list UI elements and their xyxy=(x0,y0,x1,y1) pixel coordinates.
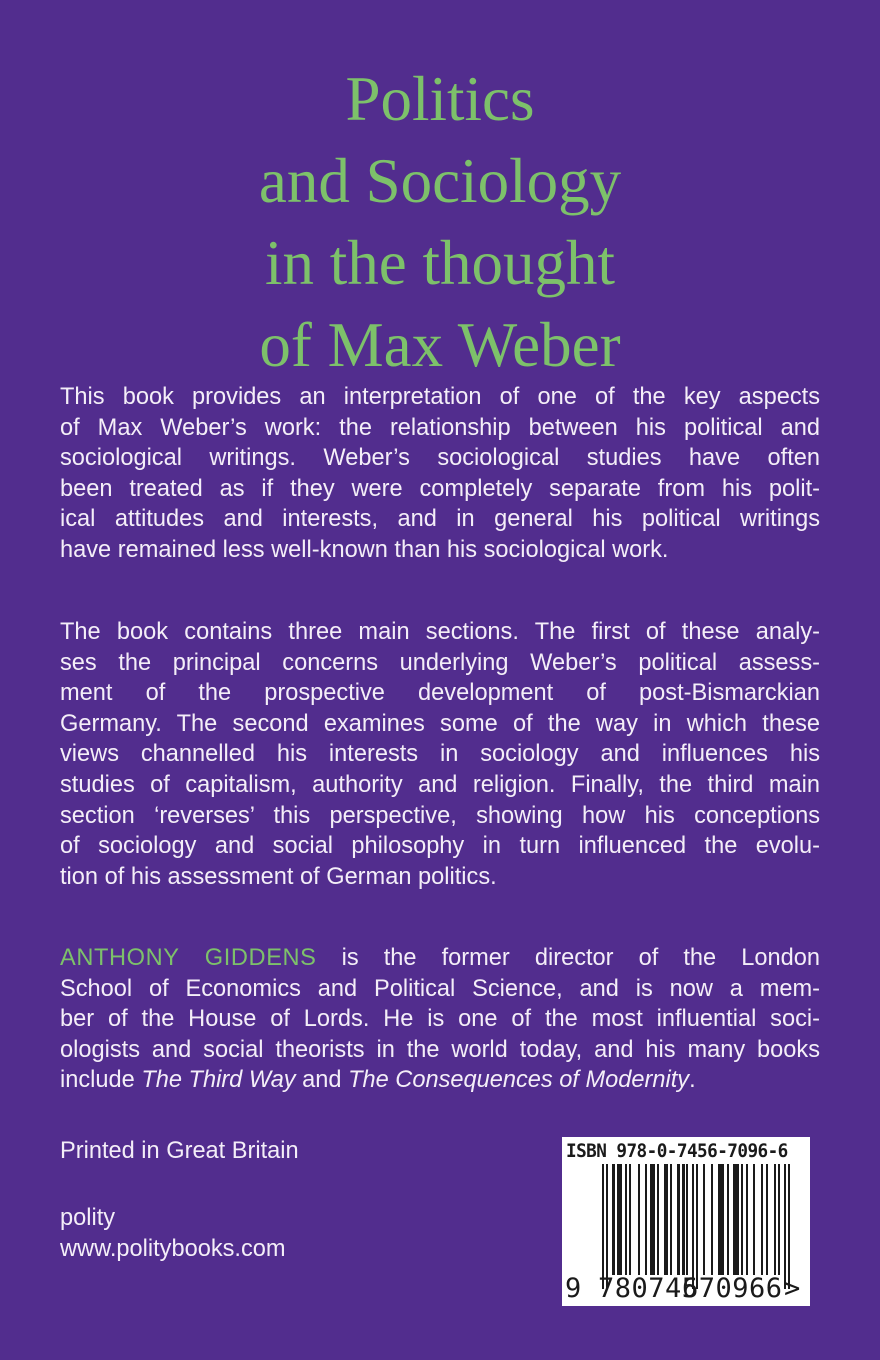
text-line: tion of his assessment of German politics. xyxy=(60,863,497,890)
text-line: School of Economics and Political Science, and is now a mem- xyxy=(60,975,820,1002)
text-line: ical attitudes and interests, and in general his political writings xyxy=(60,506,820,533)
bio-text: include xyxy=(60,1067,142,1094)
title-line: in the thought xyxy=(265,228,615,298)
text-line: of sociology and social philosophy in turn influenced the evolu- xyxy=(60,833,820,860)
text-line: ses the principal concerns underlying Weber’s political assess- xyxy=(60,649,820,676)
book-title-reference: The Consequences of Modernity xyxy=(348,1067,690,1094)
barcode-digit-first: 9 xyxy=(565,1273,582,1304)
text-line: of Max Weber’s work: the relationship between his political and xyxy=(60,414,820,441)
text-line xyxy=(60,1065,820,1096)
text-line: section ‘reverses’ this perspective, showing how his conceptions xyxy=(60,802,820,829)
title-line: of Max Weber xyxy=(259,310,621,380)
title-line: and Sociology xyxy=(258,146,622,216)
text-line: ber of the House of Lords. He is one of the most influential soci- xyxy=(60,1006,820,1033)
description-paragraph-1 xyxy=(60,382,820,566)
author-bio xyxy=(60,943,820,1096)
barcode-digits xyxy=(562,1273,810,1303)
text-line: ment of the prospective development of post-Bismarckian xyxy=(60,680,820,707)
description-paragraph-2 xyxy=(60,617,820,892)
barcode-digits-right: 670966 xyxy=(682,1273,783,1304)
text-line xyxy=(60,943,820,974)
book-title xyxy=(0,58,880,386)
bio-text: is the former director of the London xyxy=(316,945,820,971)
quiet-zone-marker: > xyxy=(784,1273,801,1304)
text-line: This book provides an interpretation of one of the key aspects xyxy=(60,384,820,410)
text-line: views channelled his interests in sociology and influences his xyxy=(60,741,820,768)
text-line: The book contains three main sections. The first of these analy- xyxy=(60,619,820,645)
publisher-name: polity xyxy=(60,1205,116,1231)
title-line: Politics xyxy=(345,64,535,134)
text-line: sociological writings. Weber’s sociological studies have often xyxy=(60,445,820,472)
text-line: Germany. The second examines some of the way in which these xyxy=(60,710,820,737)
text-line: have remained less well-known than his sociological work. xyxy=(60,536,669,563)
bio-text: . xyxy=(689,1067,696,1094)
text-line: studies of capitalism, authority and religion. Finally, the third main xyxy=(60,771,820,798)
text-line: ologists and social theorists in the world today, and his many books xyxy=(60,1036,820,1063)
barcode-digits-left: 780745 xyxy=(598,1273,699,1304)
printed-in-note: Printed in Great Britain xyxy=(60,1138,299,1164)
text-line: been treated as if they were completely separate from his polit- xyxy=(60,475,820,502)
author-name: ANTHONY GIDDENS xyxy=(60,945,317,971)
isbn-label: ISBN 978-0-7456-7096-6 xyxy=(566,1140,788,1162)
book-title-reference: The Third Way xyxy=(141,1067,296,1094)
isbn-barcode xyxy=(562,1137,810,1306)
bio-text: and xyxy=(295,1067,349,1094)
publisher-website-link[interactable]: www.politybooks.com xyxy=(60,1236,286,1262)
